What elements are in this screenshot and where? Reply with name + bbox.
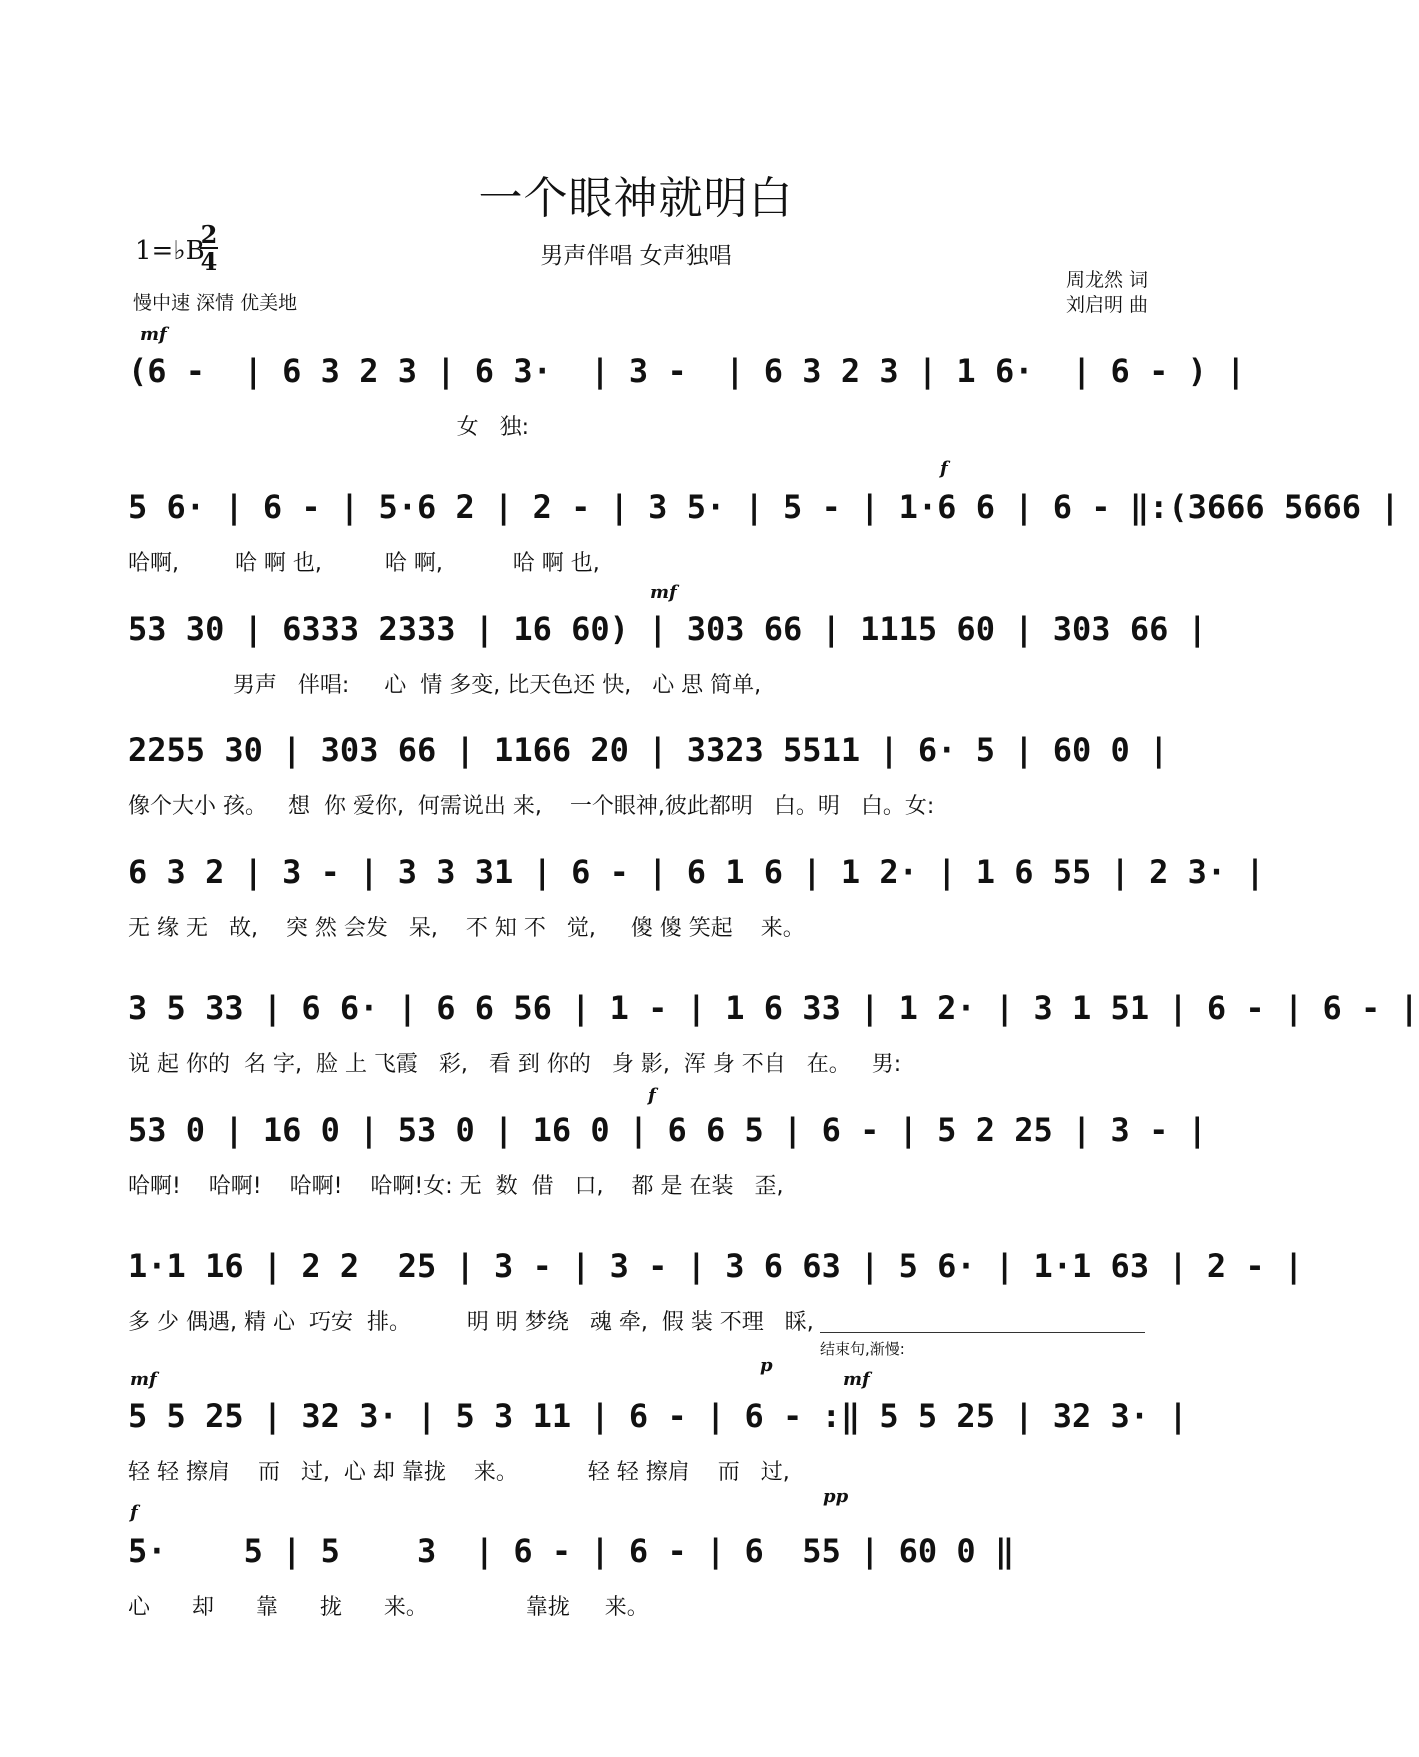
score-system-8 [0,1247,1304,1357]
time-signature-top: 2 [200,220,218,249]
dynamic-marking-piano: p [760,1355,773,1376]
notation-line: 53 30 | 6333 2333 | 16 60) | 303 66 | 1115 60 | 303 66 | [128,610,1207,648]
lyrics-line: 男声 伴唱: 心 情 多变, 比天色还 快, 心 思 简单, [128,673,762,698]
dynamic-marking: f [940,458,948,479]
lyrics-line: 哈啊, 哈 啊 也, 哈 啊, 哈 啊 也, [128,551,600,576]
lyrics-line: 像个大小 孩。 想 你 爱你, 何需说出 来, 一个眼神,彼此都明 白。明 白。女: [128,794,935,819]
ending-label: 结束句,渐慢: [820,1340,905,1358]
notation-line: 3 5 33 | 6 6· | 6 6 56 | 1 - | 1 6 33 | 1 2· | 3 1 51 | 6 - | 6 - | [128,989,1419,1027]
score-system-5 [0,853,1272,963]
time-signature-bottom: 4 [200,247,218,276]
notation-line: 2255 30 | 303 66 | 1166 20 | 3323 5511 | 6· 5 | 60 0 | [128,731,1169,769]
ending-bracket [820,1332,1145,1333]
dynamic-marking: f [648,1085,656,1106]
lyrics-line: 哈啊! 哈啊! 哈啊! 哈啊!女: 无 数 借 口, 都 是 在装 歪, [128,1174,784,1199]
notation-line: 1·1 16 | 2 2 25 | 3 - | 3 - | 3 6 63 | 5 6· | 1·1 63 | 2 - | [128,1247,1304,1285]
dynamic-marking: mf [140,324,167,345]
score-system-6 [0,989,1419,1099]
notation-line: 5 6· | 6 - | 5·6 2 | 2 - | 3 5· | 5 - | 1·6 6 | 6 - ‖:(3666 5666 | [128,488,1400,526]
score-system-7 [0,1085,1272,1221]
dynamic-marking: f [130,1502,138,1523]
score-system-4 [0,731,1272,841]
dynamic-marking: mf [130,1369,157,1390]
lyrics-line: 心 却 靠 拢 来。 靠拢 来。 [128,1595,649,1620]
lyricist-credit: 周龙然 词 [1065,269,1148,291]
notation-line: 5 5 25 | 32 3· | 5 3 11 | 6 - | 6 - :‖ 5 5 25 | 32 3· | [128,1397,1188,1435]
score-system-3 [0,582,1272,720]
page-subtitle: 男声伴唱 女声独唱 [540,243,732,269]
notation-line: 53 0 | 16 0 | 53 0 | 16 0 | 6 6 5 | 6 - | 5 2 25 | 3 - | [128,1111,1207,1149]
score-system-2 [0,458,1400,598]
notation-line: 6 3 2 | 3 - | 3 3 31 | 6 - | 6 1 6 | 1 2· | 1 6 55 | 2 3· | [128,853,1265,891]
lyrics-line: 女 独: [128,415,530,440]
dynamic-marking-end: mf [843,1369,870,1390]
key-signature: 1=♭B [135,236,205,266]
dynamic-marking-pianissimo: pp [823,1486,849,1507]
notation-line: 5· 5 | 5 3 | 6 - | 6 - | 6 55 | 60 0 ‖ [128,1532,1015,1570]
lyrics-line: 轻 轻 擦肩 而 过, 心 却 靠拢 来。 轻 轻 擦肩 而 过, [128,1460,790,1485]
lyrics-line: 多 少 偶遇, 精 心 巧安 排。 明 明 梦绕 魂 牵, 假 装 不理 睬, [128,1310,814,1335]
composer-credit: 刘启明 曲 [1065,294,1148,316]
lyrics-line: 说 起 你的 名 字, 脸 上 飞霞 彩, 看 到 你的 身 影, 浑 身 不自 在。 男: [128,1052,902,1077]
notation-line: (6 - | 6 3 2 3 | 6 3· | 3 - | 6 3 2 3 | 1 6· | 6 - ) | [128,352,1246,390]
score-system-1 [0,324,1272,462]
time-signature [200,222,218,274]
tempo-marking: 慢中速 深情 优美地 [133,292,298,314]
score-system-10 [0,1486,1272,1642]
lyrics-line: 无 缘 无 故, 突 然 会发 呆, 不 知 不 觉, 傻 傻 笑起 来。 [128,916,805,941]
dynamic-marking: mf [650,582,677,603]
page-title: 一个眼神就明白 [478,173,794,224]
score-system-9 [0,1355,1272,1507]
